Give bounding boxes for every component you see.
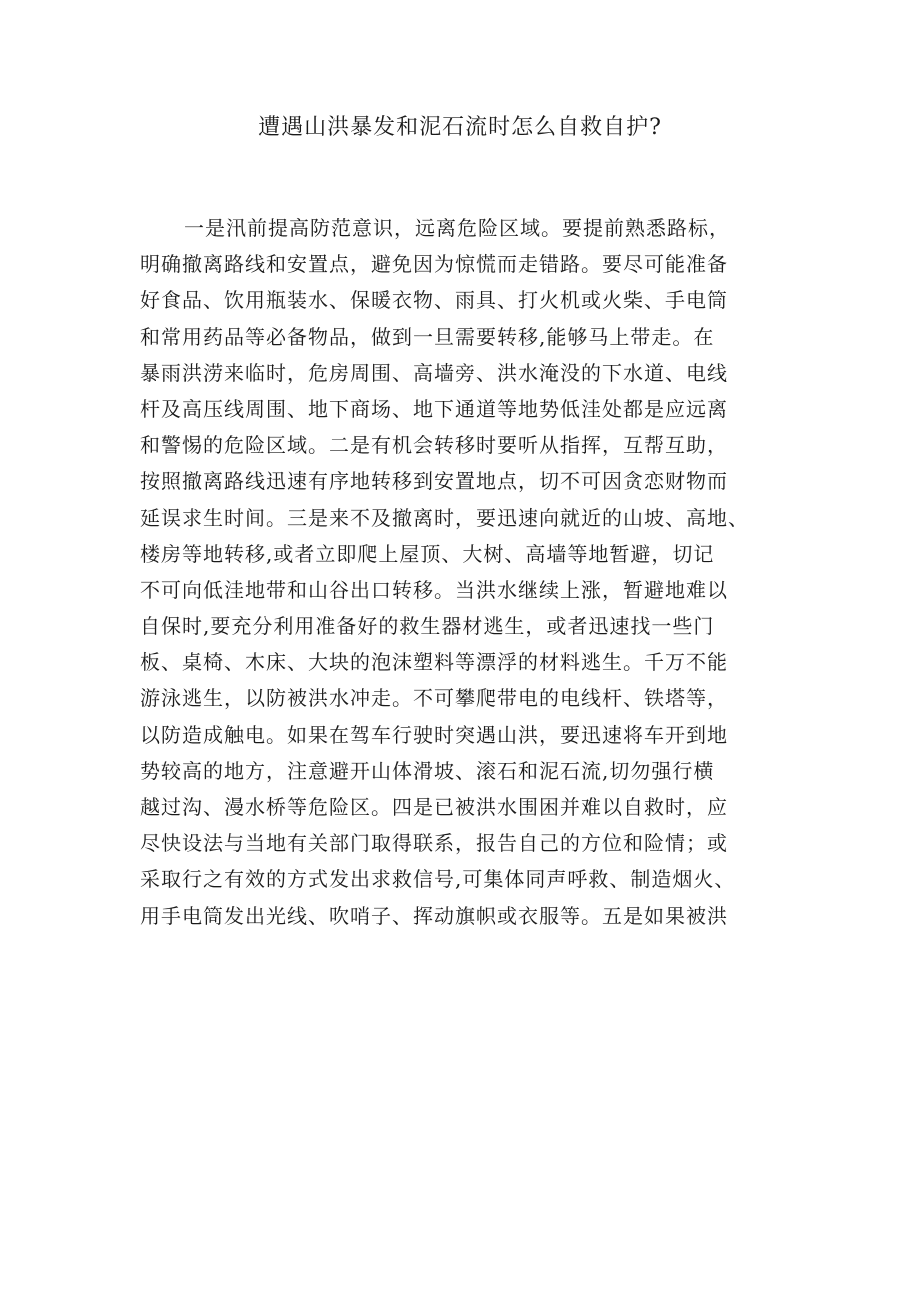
body-line: 好食品、饮用瓶装水、保暖衣物、雨具、打火机或火柴、手电筒 [140, 288, 728, 313]
body-line: 越过沟、漫水桥等危险区。四是已被洪水围困并难以自救时，应 [140, 795, 728, 819]
body-line: 用手电筒发出光线、吹哨子、挥动旗帜或衣服等。五是如果被洪 [140, 903, 728, 928]
body-line: 和常用药品等必备物品，做到一旦需要转移,能够马上带走。在 [140, 324, 715, 349]
document-title: 遭遇山洪暴发和泥石流时怎么自救自护? [258, 115, 662, 140]
body-line: 势较高的地方，注意避开山体滑坡、滚石和泥石流,切勿强行横 [140, 758, 715, 783]
body-line: 不可向低洼地带和山谷出口转移。当洪水继续上涨，暂避地难以 [140, 577, 728, 602]
body-line: 延误求生时间。三是来不及撤离时，要迅速向就近的山坡、高地、 [140, 505, 749, 530]
document-body [140, 210, 800, 934]
body-line: 暴雨洪涝来临时，危房周围、高墙旁、洪水淹没的下水道、电线 [140, 360, 728, 385]
body-line: 以防造成触电。如果在驾车行驶时突遇山洪，要迅速将车开到地 [140, 722, 728, 747]
body-line: 游泳逃生，以防被洪水冲走。不可攀爬带电的电线杆、铁塔等， [140, 686, 728, 711]
body-line: 楼房等地转移,或者立即爬上屋顶、大树、高墙等地暂避，切记 [140, 541, 715, 566]
body-line: 杆及高压线周围、地下商场、地下通道等地势低洼处都是应远离 [140, 396, 728, 421]
body-line: 采取行之有效的方式发出求救信号,可集体同声呼救、制造烟火、 [140, 867, 736, 892]
body-line: 按照撤离路线迅速有序地转移到安置地点，切不可因贪恋财物而 [140, 469, 728, 494]
body-line: 自保时,要充分利用准备好的救生器材逃生，或者迅速找一些门 [140, 614, 715, 639]
body-line: 明确撤离路线和安置点，避免因为惊慌而走错路。要尽可能准备 [140, 252, 728, 277]
body-line: 一是汛前提高防范意识，远离危险区域。要提前熟悉路标， [184, 216, 730, 240]
body-line: 和警惕的危险区域。二是有机会转移时要听从指挥，互帮互助， [140, 433, 728, 458]
body-line: 尽快设法与当地有关部门取得联系，报告自己的方位和险情；或 [140, 831, 728, 856]
body-line: 板、桌椅、木床、大块的泡沫塑料等漂浮的材料逃生。千万不能 [140, 650, 728, 675]
